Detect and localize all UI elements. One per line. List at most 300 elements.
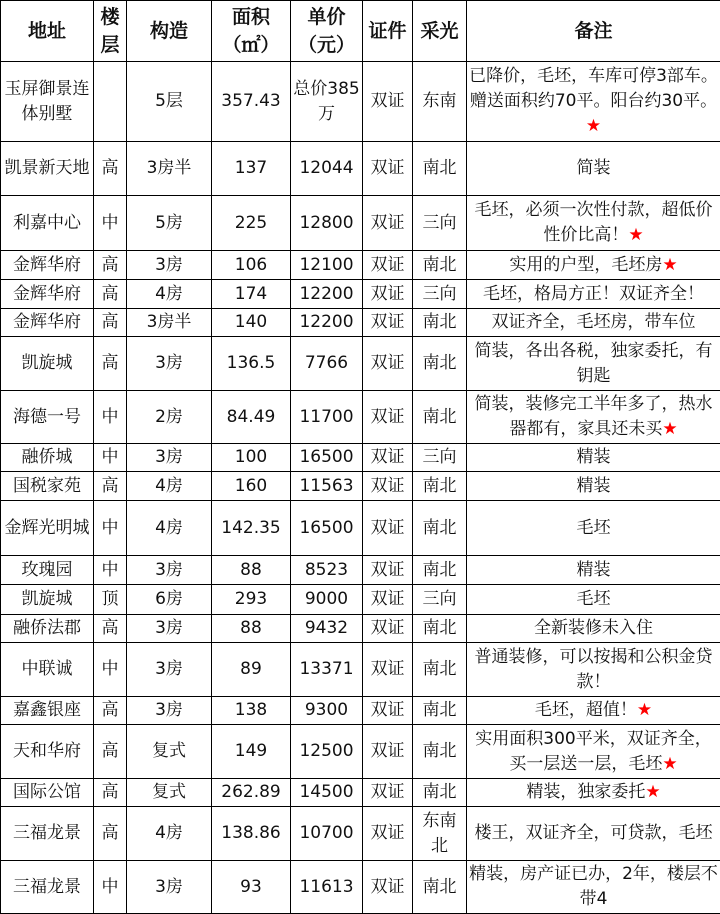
layout-cell (127, 196, 212, 251)
area-cell (212, 807, 291, 861)
price-cell-text: 12800 (299, 213, 353, 233)
table-row (1, 861, 720, 914)
table-row (1, 779, 720, 807)
certificate-cell-text: 双证 (371, 447, 405, 467)
certificate-cell (363, 472, 413, 501)
certificate-cell-text: 双证 (371, 353, 405, 373)
lighting-cell-text: 南北 (423, 877, 457, 897)
header-floor: 楼层 (94, 1, 127, 62)
certificate-cell-text: 双证 (371, 589, 405, 609)
certificate-cell-text: 双证 (371, 618, 405, 638)
notes-cell (467, 585, 720, 615)
floor-cell-text: 高 (102, 476, 119, 496)
floor-cell (94, 501, 127, 556)
lighting-cell (413, 196, 467, 251)
header-area: 面积（㎡） (212, 1, 291, 62)
price-cell-text: 12500 (299, 741, 353, 761)
notes-cell-text: 精装 (577, 447, 611, 467)
floor-cell (94, 697, 127, 725)
area-cell-text: 100 (235, 447, 267, 467)
area-cell (212, 725, 291, 779)
area-cell-text: 149 (235, 741, 267, 761)
layout-cell-text: 3房 (155, 618, 183, 638)
floor-cell (94, 615, 127, 643)
address-cell-text: 凯旋城 (22, 589, 73, 609)
address-cell (1, 251, 94, 280)
area-cell-text: 88 (240, 560, 262, 580)
star-icon: ★ (586, 116, 601, 136)
area-cell (212, 337, 291, 391)
floor-cell (94, 337, 127, 391)
floor-cell-text: 中 (102, 407, 119, 427)
floor-cell-text: 顶 (102, 589, 119, 609)
certificate-cell (363, 615, 413, 643)
price-cell (291, 62, 363, 142)
price-cell (291, 280, 363, 309)
address-cell-text: 金辉华府 (13, 255, 81, 275)
price-cell-text: 8523 (305, 560, 348, 580)
layout-cell-text: 4房 (155, 284, 183, 304)
floor-cell (94, 556, 127, 585)
area-cell (212, 615, 291, 643)
notes-cell (467, 779, 720, 807)
notes-cell (467, 391, 720, 444)
address-cell (1, 556, 94, 585)
layout-cell-text: 6房 (155, 589, 183, 609)
lighting-cell-text: 东南北 (423, 811, 457, 856)
address-cell (1, 337, 94, 391)
layout-cell-text: 4房 (155, 476, 183, 496)
floor-cell (94, 725, 127, 779)
price-cell (291, 251, 363, 280)
star-icon: ★ (645, 782, 660, 802)
notes-cell (467, 643, 720, 697)
address-cell-text: 天和华府 (13, 741, 81, 761)
price-cell (291, 142, 363, 196)
lighting-cell (413, 142, 467, 196)
notes-cell (467, 280, 720, 309)
table-row (1, 309, 720, 337)
notes-cell (467, 62, 720, 142)
table-row (1, 391, 720, 444)
layout-cell (127, 556, 212, 585)
table-row (1, 725, 720, 779)
lighting-cell-text: 南北 (423, 476, 457, 496)
notes-cell-text: 简装 (577, 158, 611, 178)
floor-cell-text: 高 (102, 353, 119, 373)
floor-cell-text: 高 (102, 782, 119, 802)
price-cell-text: 12200 (299, 312, 353, 332)
lighting-cell (413, 444, 467, 472)
floor-cell-text: 中 (102, 518, 119, 538)
star-icon: ★ (662, 754, 677, 774)
table-row (1, 444, 720, 472)
address-cell-text: 玫瑰园 (22, 560, 73, 580)
lighting-cell (413, 861, 467, 914)
lighting-cell (413, 472, 467, 501)
notes-cell (467, 444, 720, 472)
address-cell (1, 585, 94, 615)
notes-cell-text: 简装，各出各税，独家委托，有钥匙 (475, 341, 713, 386)
notes-cell (467, 309, 720, 337)
area-cell (212, 472, 291, 501)
certificate-cell-text: 双证 (371, 877, 405, 897)
address-cell (1, 280, 94, 309)
lighting-cell-text: 南北 (423, 659, 457, 679)
lighting-cell (413, 725, 467, 779)
area-cell-text: 88 (240, 618, 262, 638)
price-cell-text: 14500 (299, 782, 353, 802)
price-cell-text: 9300 (305, 700, 348, 720)
certificate-cell (363, 337, 413, 391)
price-cell-text: 12044 (299, 158, 353, 178)
address-cell-text: 融侨法郡 (13, 618, 81, 638)
lighting-cell-text: 南北 (423, 255, 457, 275)
layout-cell-text: 3房 (155, 659, 183, 679)
floor-cell-text: 高 (102, 255, 119, 275)
certificate-cell-text: 双证 (371, 823, 405, 843)
area-cell-text: 106 (235, 255, 267, 275)
area-cell (212, 251, 291, 280)
notes-cell (467, 501, 720, 556)
table-row (1, 62, 720, 142)
layout-cell (127, 472, 212, 501)
table-row (1, 615, 720, 643)
price-cell (291, 556, 363, 585)
notes-cell-text: 普通装修，可以按揭和公积金贷款！ (475, 647, 713, 692)
address-cell-text: 国税家苑 (13, 476, 81, 496)
layout-cell-text: 5层 (155, 91, 183, 111)
notes-cell-text: 已降价，毛坯，车库可停3部车。赠送面积约70平。阳台约30平。 (469, 66, 718, 111)
layout-cell (127, 807, 212, 861)
floor-cell (94, 472, 127, 501)
layout-cell (127, 643, 212, 697)
star-icon: ★ (637, 700, 652, 720)
area-cell (212, 643, 291, 697)
table-row (1, 280, 720, 309)
area-cell (212, 280, 291, 309)
lighting-cell-text: 南北 (423, 618, 457, 638)
price-cell-text: 16500 (299, 518, 353, 538)
address-cell-text: 嘉鑫银座 (13, 700, 81, 720)
floor-cell-text: 中 (102, 447, 119, 467)
certificate-cell (363, 309, 413, 337)
certificate-cell (363, 697, 413, 725)
certificate-cell (363, 391, 413, 444)
price-cell (291, 725, 363, 779)
certificate-cell-text: 双证 (371, 213, 405, 233)
lighting-cell (413, 251, 467, 280)
notes-cell-text: 实用面积300平米，双证齐全，买一层送一层，毛坯 (475, 729, 711, 774)
price-cell-text: 9000 (305, 589, 348, 609)
notes-cell-text: 双证齐全，毛坯房，带车位 (492, 312, 696, 332)
table-row (1, 251, 720, 280)
lighting-cell (413, 615, 467, 643)
floor-cell-text: 高 (102, 823, 119, 843)
notes-cell-text: 精装，房产证已办，2年，楼层不带4 (469, 864, 718, 909)
area-cell-text: 225 (235, 213, 267, 233)
floor-cell (94, 309, 127, 337)
area-cell (212, 444, 291, 472)
lighting-cell-text: 南北 (423, 700, 457, 720)
certificate-cell-text: 双证 (371, 255, 405, 275)
notes-cell-text: 毛坯，超值！ (535, 700, 637, 720)
area-cell (212, 196, 291, 251)
lighting-cell-text: 南北 (423, 407, 457, 427)
certificate-cell-text: 双证 (371, 284, 405, 304)
notes-cell-text: 精装 (577, 476, 611, 496)
layout-cell (127, 309, 212, 337)
address-cell-text: 金辉华府 (13, 312, 81, 332)
floor-cell-text: 高 (102, 284, 119, 304)
lighting-cell-text: 三向 (423, 447, 457, 467)
address-cell (1, 196, 94, 251)
certificate-cell (363, 444, 413, 472)
certificate-cell-text: 双证 (371, 476, 405, 496)
notes-cell (467, 337, 720, 391)
table-row (1, 556, 720, 585)
certificate-cell (363, 251, 413, 280)
address-cell (1, 697, 94, 725)
price-cell-text: 10700 (299, 823, 353, 843)
lighting-cell (413, 337, 467, 391)
address-cell (1, 643, 94, 697)
address-cell-text: 金辉光明城 (5, 518, 90, 538)
layout-cell (127, 251, 212, 280)
price-cell (291, 391, 363, 444)
floor-cell (94, 280, 127, 309)
layout-cell-text: 3房 (155, 877, 183, 897)
price-cell-text: 12200 (299, 284, 353, 304)
price-cell-text: 11613 (299, 877, 353, 897)
layout-cell (127, 585, 212, 615)
header-notes: 备注 (467, 1, 720, 62)
price-cell (291, 861, 363, 914)
price-cell (291, 615, 363, 643)
address-cell-text: 凯旋城 (22, 353, 73, 373)
table-row (1, 697, 720, 725)
certificate-cell-text: 双证 (371, 407, 405, 427)
layout-cell (127, 142, 212, 196)
lighting-cell-text: 南北 (423, 312, 457, 332)
lighting-cell (413, 391, 467, 444)
area-cell-text: 293 (235, 589, 267, 609)
certificate-cell (363, 196, 413, 251)
layout-cell (127, 725, 212, 779)
price-cell (291, 196, 363, 251)
price-cell (291, 807, 363, 861)
address-cell (1, 444, 94, 472)
price-cell-text: 总价385万 (293, 79, 359, 124)
address-cell (1, 391, 94, 444)
certificate-cell (363, 643, 413, 697)
area-cell-text: 89 (240, 659, 262, 679)
price-cell (291, 585, 363, 615)
lighting-cell (413, 807, 467, 861)
price-cell-text: 12100 (299, 255, 353, 275)
floor-cell-text: 中 (102, 659, 119, 679)
floor-cell (94, 62, 127, 142)
floor-cell (94, 196, 127, 251)
floor-cell (94, 251, 127, 280)
price-cell (291, 337, 363, 391)
price-cell-text: 7766 (305, 353, 348, 373)
floor-cell (94, 444, 127, 472)
layout-cell (127, 861, 212, 914)
area-cell-text: 140 (235, 312, 267, 332)
star-icon: ★ (662, 255, 677, 275)
lighting-cell (413, 309, 467, 337)
floor-cell-text: 高 (102, 700, 119, 720)
floor-cell-text: 高 (102, 618, 119, 638)
price-cell (291, 779, 363, 807)
floor-cell-text: 中 (102, 877, 119, 897)
layout-cell-text: 2房 (155, 407, 183, 427)
lighting-cell-text: 三向 (423, 589, 457, 609)
floor-cell (94, 142, 127, 196)
certificate-cell (363, 62, 413, 142)
address-cell-text: 海德一号 (13, 407, 81, 427)
table-row (1, 585, 720, 615)
table-row (1, 196, 720, 251)
notes-cell (467, 697, 720, 725)
lighting-cell (413, 501, 467, 556)
address-cell (1, 861, 94, 914)
lighting-cell-text: 南北 (423, 782, 457, 802)
area-cell-text: 262.89 (221, 782, 280, 802)
table-row (1, 643, 720, 697)
header-row (1, 1, 720, 62)
notes-cell (467, 142, 720, 196)
address-cell (1, 779, 94, 807)
area-cell-text: 138 (235, 700, 267, 720)
price-cell-text: 16500 (299, 447, 353, 467)
certificate-cell (363, 807, 413, 861)
address-cell (1, 725, 94, 779)
address-cell-text: 玉屏御景连体别墅 (5, 79, 90, 124)
floor-cell (94, 807, 127, 861)
floor-cell (94, 643, 127, 697)
table-row (1, 472, 720, 501)
layout-cell-text: 3房半 (147, 158, 192, 178)
notes-cell-text: 简装，装修完工半年多了，热水器都有，家具还未买 (475, 394, 713, 439)
header-layout: 构造 (127, 1, 212, 62)
area-cell-text: 142.35 (221, 518, 280, 538)
area-cell-text: 138.86 (221, 823, 280, 843)
area-cell-text: 160 (235, 476, 267, 496)
area-cell-text: 357.43 (221, 91, 280, 111)
area-cell (212, 501, 291, 556)
table-row (1, 501, 720, 556)
price-cell-text: 13371 (299, 659, 353, 679)
lighting-cell-text: 南北 (423, 560, 457, 580)
layout-cell-text: 4房 (155, 518, 183, 538)
price-cell (291, 309, 363, 337)
lighting-cell (413, 585, 467, 615)
table-row (1, 337, 720, 391)
price-cell (291, 697, 363, 725)
lighting-cell-text: 南北 (423, 158, 457, 178)
lighting-cell (413, 779, 467, 807)
area-cell (212, 142, 291, 196)
notes-cell-text: 毛坯，必须一次性付款，超低价性价比高！ (475, 200, 713, 245)
layout-cell-text: 3房 (155, 447, 183, 467)
floor-cell (94, 779, 127, 807)
layout-cell-text: 3房 (155, 560, 183, 580)
floor-cell-text: 高 (102, 312, 119, 332)
address-cell-text: 凯景新天地 (5, 158, 90, 178)
header-certificate: 证件 (363, 1, 413, 62)
price-cell-text: 11563 (299, 476, 353, 496)
address-cell-text: 金辉华府 (13, 284, 81, 304)
certificate-cell (363, 585, 413, 615)
certificate-cell-text: 双证 (371, 518, 405, 538)
layout-cell-text: 复式 (152, 741, 186, 761)
area-cell-text: 84.49 (227, 407, 276, 427)
area-cell (212, 697, 291, 725)
price-cell (291, 643, 363, 697)
notes-cell-text: 全新装修未入住 (534, 618, 653, 638)
address-cell-text: 利嘉中心 (13, 213, 81, 233)
lighting-cell-text: 南北 (423, 741, 457, 761)
layout-cell-text: 3房半 (147, 312, 192, 332)
lighting-cell (413, 697, 467, 725)
lighting-cell-text: 东南 (423, 91, 457, 111)
lighting-cell (413, 643, 467, 697)
price-cell-text: 9432 (305, 618, 348, 638)
area-cell (212, 861, 291, 914)
certificate-cell (363, 280, 413, 309)
address-cell-text: 融侨城 (22, 447, 73, 467)
layout-cell (127, 779, 212, 807)
address-cell (1, 615, 94, 643)
address-cell-text: 三福龙景 (13, 877, 81, 897)
notes-cell (467, 556, 720, 585)
star-icon: ★ (662, 419, 677, 439)
layout-cell (127, 501, 212, 556)
certificate-cell (363, 501, 413, 556)
lighting-cell (413, 62, 467, 142)
lighting-cell (413, 280, 467, 309)
lighting-cell (413, 556, 467, 585)
star-icon: ★ (628, 225, 643, 245)
address-cell (1, 501, 94, 556)
address-cell (1, 807, 94, 861)
floor-cell-text: 高 (102, 741, 119, 761)
lighting-cell-text: 南北 (423, 353, 457, 373)
address-cell-text: 国际公馆 (13, 782, 81, 802)
floor-cell-text: 中 (102, 560, 119, 580)
notes-cell-text: 实用的户型，毛坯房 (509, 255, 662, 275)
floor-cell-text: 高 (102, 158, 119, 178)
address-cell-text: 三福龙景 (13, 823, 81, 843)
notes-cell-text: 精装 (577, 560, 611, 580)
notes-cell-text: 精装，独家委托 (526, 782, 645, 802)
certificate-cell-text: 双证 (371, 782, 405, 802)
layout-cell (127, 697, 212, 725)
floor-cell (94, 861, 127, 914)
certificate-cell-text: 双证 (371, 560, 405, 580)
address-cell (1, 142, 94, 196)
layout-cell-text: 3房 (155, 255, 183, 275)
price-cell (291, 444, 363, 472)
notes-cell-text: 毛坯 (577, 518, 611, 538)
area-cell-text: 93 (240, 877, 262, 897)
area-cell (212, 391, 291, 444)
layout-cell (127, 280, 212, 309)
area-cell-text: 174 (235, 284, 267, 304)
notes-cell (467, 251, 720, 280)
